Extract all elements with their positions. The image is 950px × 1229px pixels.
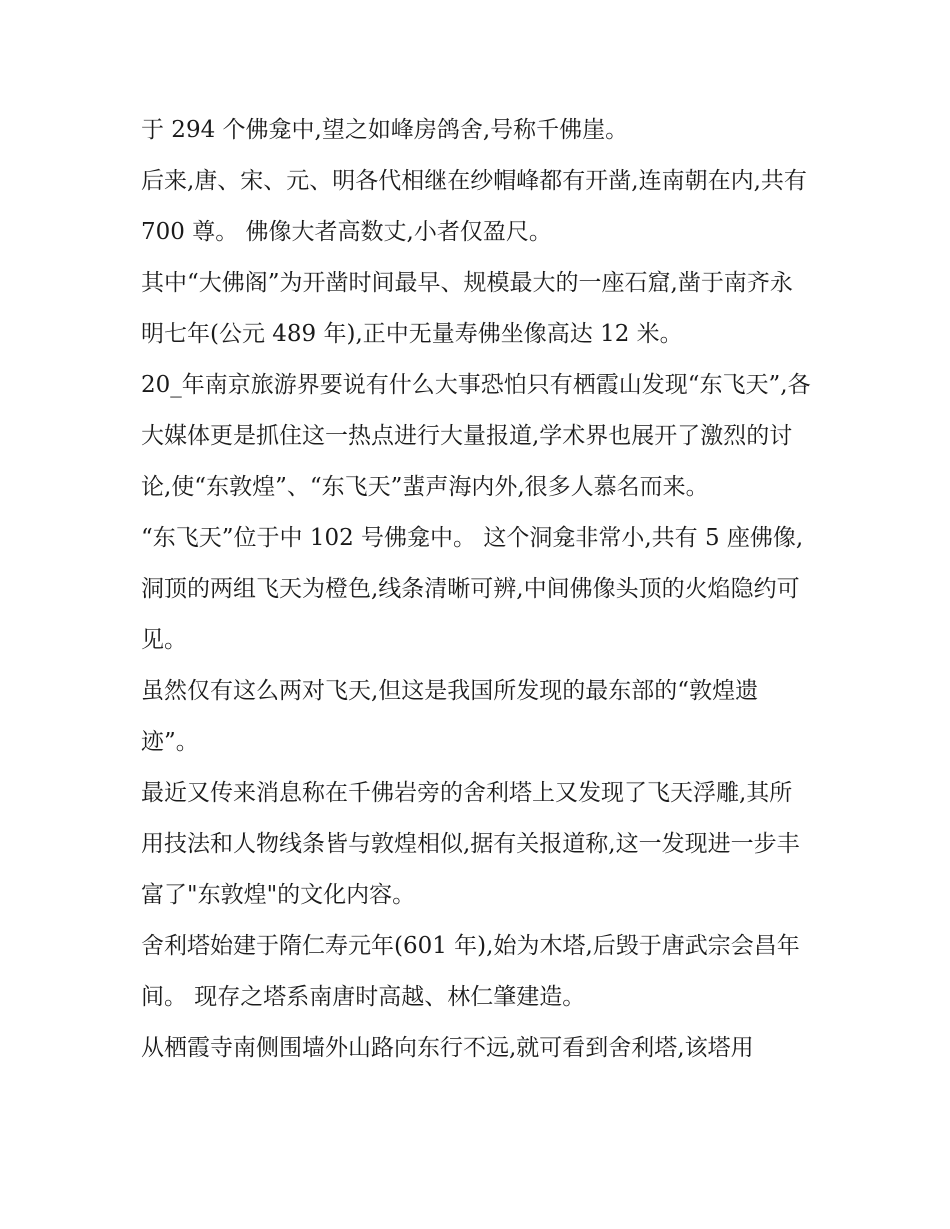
- paragraph-9: 从栖霞寺南侧围墙外山路向东行不远,就可看到舍利塔,该塔用: [141, 1035, 754, 1061]
- paragraph-5: “东飞天”位于中 102 号佛龛中。 这个洞龛非常小,共有 5 座佛像,洞顶的两组飞天为橙色,线条清晰可辨,中间佛像头顶的火焰隐约可见。: [141, 525, 804, 653]
- document-page: [141, 105, 813, 1074]
- paragraph-1: 于 294 个佛龛中,望之如峰房鸽舍,号称千佛崖。: [141, 117, 629, 143]
- paragraph-2: 后来,唐、宋、元、明各代相继在纱帽峰都有开凿,连南朝在内,共有 700 尊。 佛像大者高数丈,小者仅盈尺。: [141, 168, 807, 245]
- paragraph-4: 20_年南京旅游界要说有什么大事恐怕只有栖霞山发现“东飞天”,各大媒体更是抓住这一热点进行大量报道,学术界也展开了激烈的讨论,使“东敦煌”、“东飞天”蜚声海内外,很多人慕名而来。: [141, 372, 811, 500]
- paragraph-3: 其中“大佛阁”为开凿时间最早、规模最大的一座石窟,凿于南齐永明七年(公元 489 年),正中无量寿佛坐像高达 12 米。: [141, 270, 793, 347]
- paragraph-7: 最近又传来消息称在千佛岩旁的舍利塔上又发现了飞天浮雕,其所用技法和人物线条皆与敦煌相似,据有关报道称,这一发现进一步丰富了"东敦煌"的文化内容。: [141, 780, 800, 908]
- paragraph-8: 舍利塔始建于隋仁寿元年(601 年),始为木塔,后毁于唐武宗会昌年间。 现存之塔系南唐时高越、林仁肇建造。: [141, 933, 800, 1010]
- paragraph-6: 虽然仅有这么两对飞天,但这是我国所发现的最东部的“敦煌遗迹”。: [141, 678, 759, 755]
